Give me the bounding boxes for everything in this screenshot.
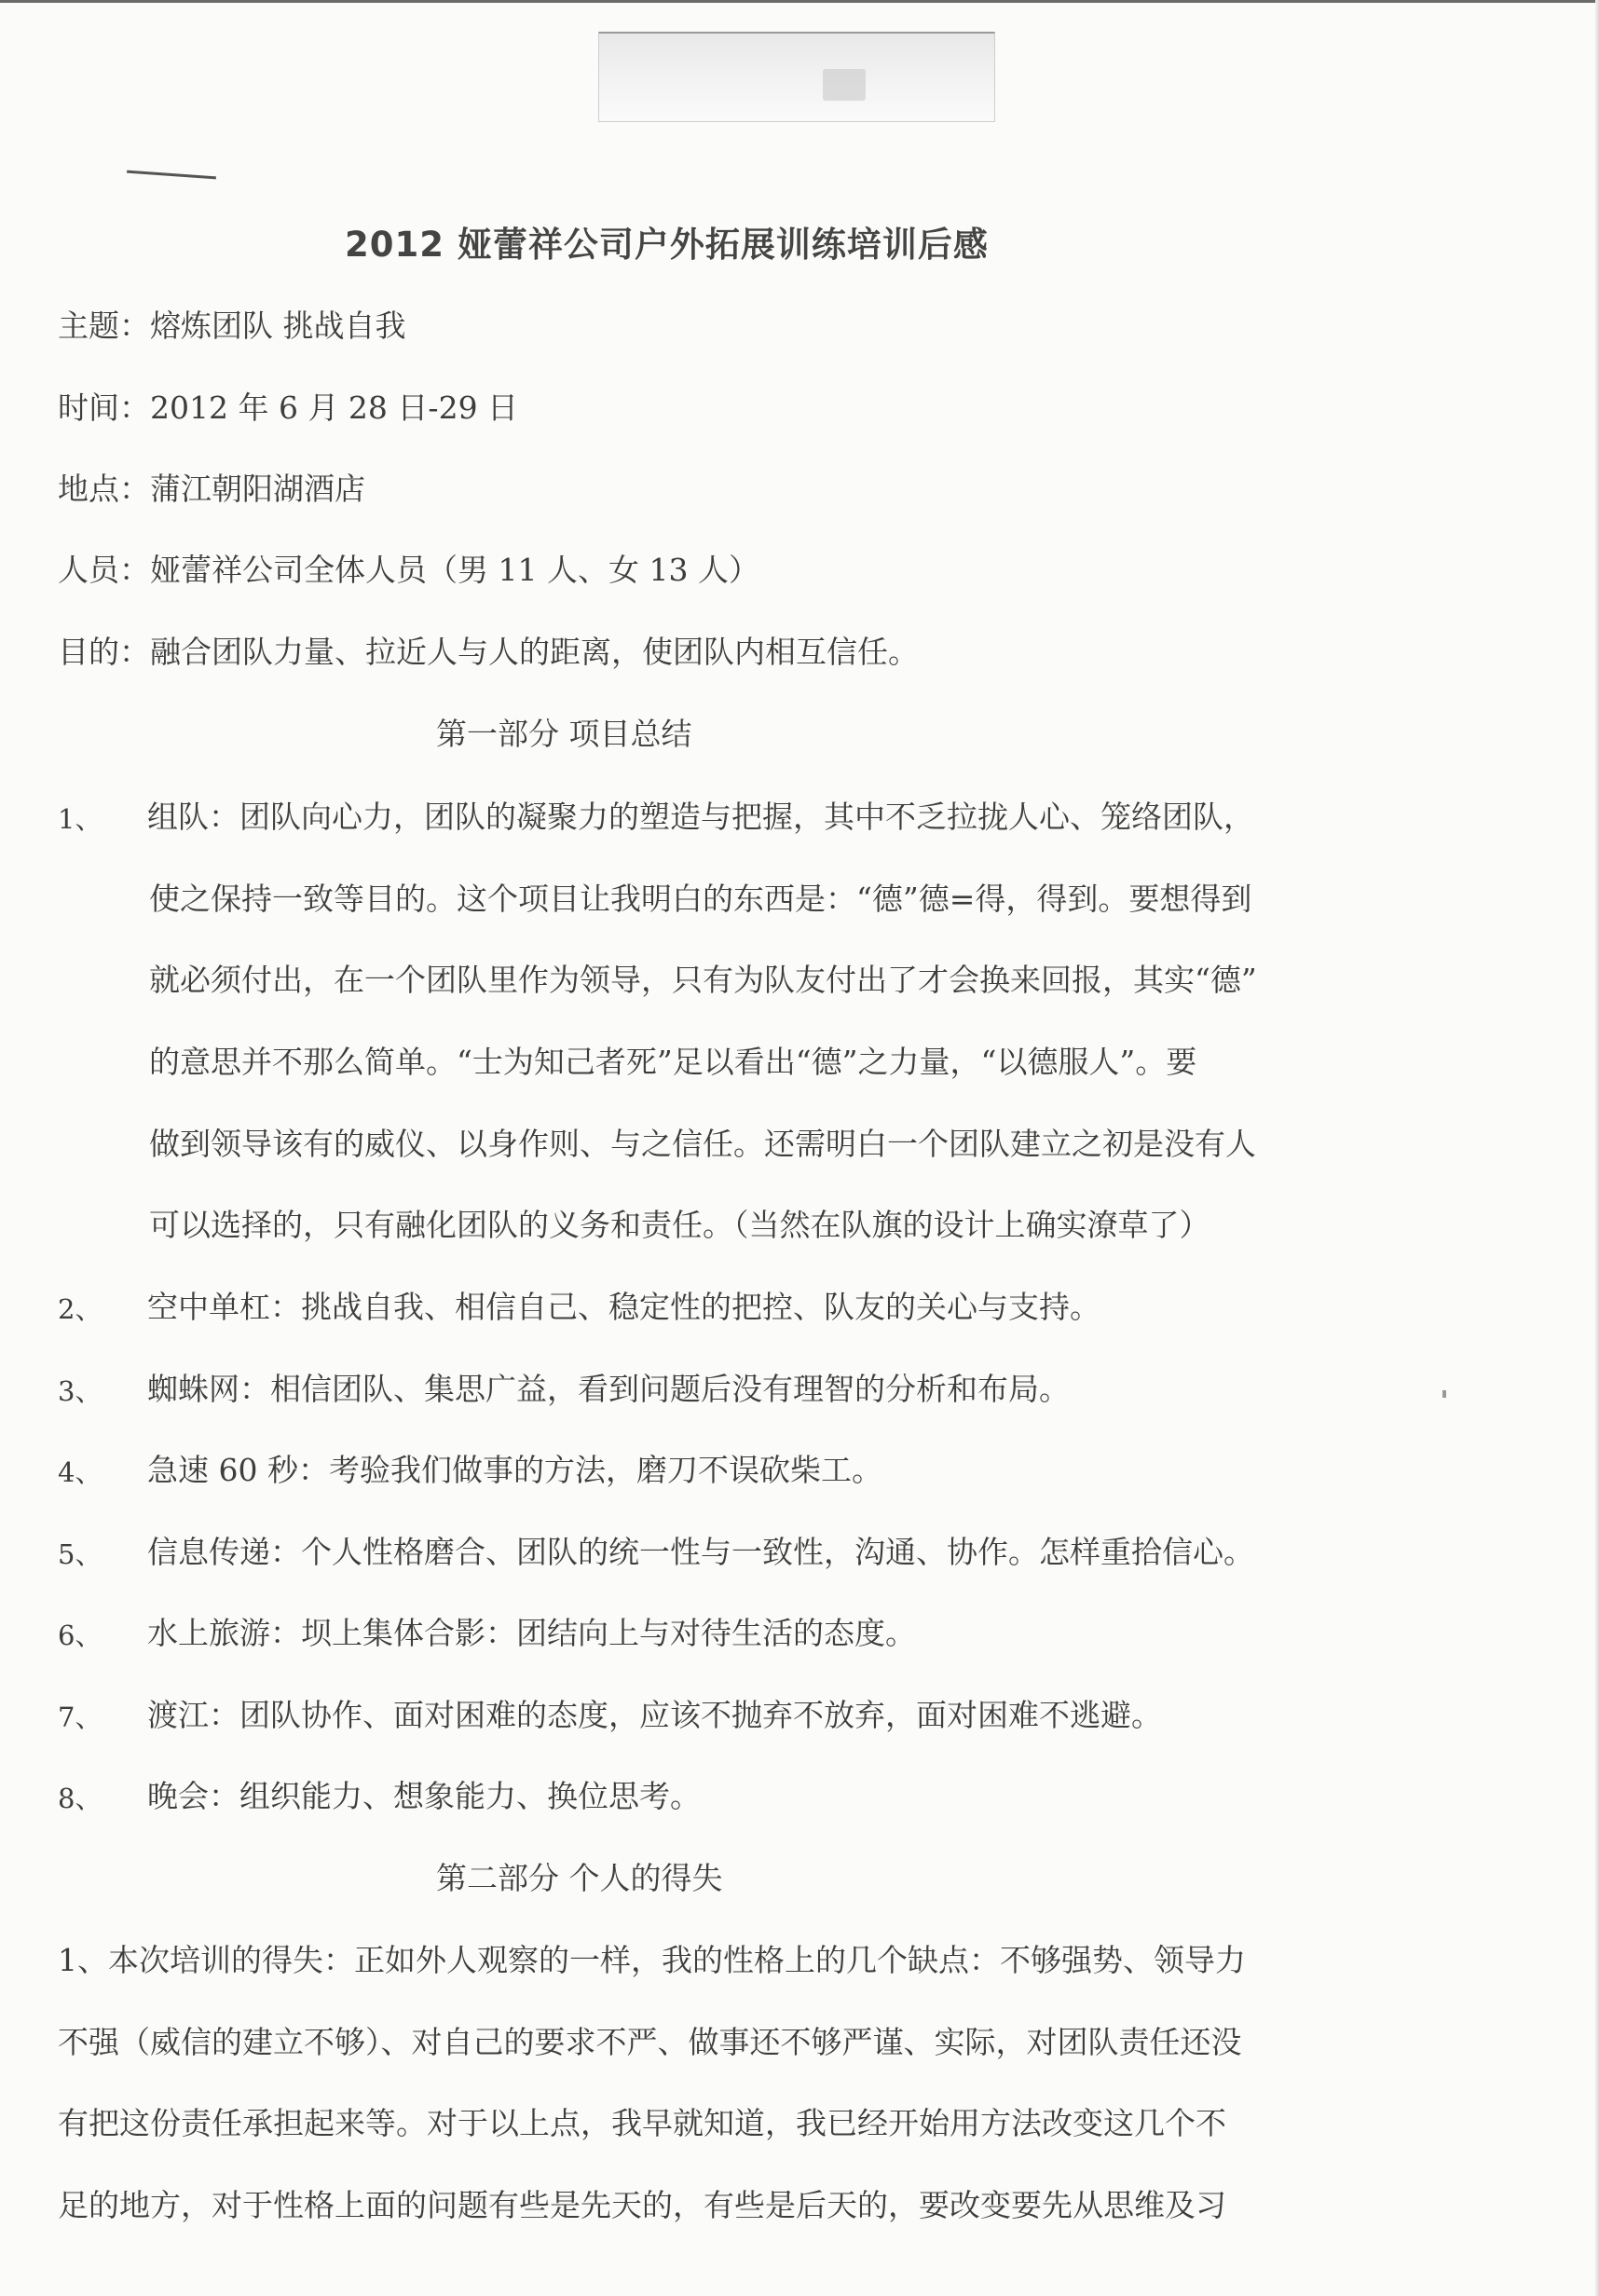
header-place: 地点：蒲江朝阳湖酒店 — [58, 471, 365, 507]
item-line: 信息传递：个人性格磨合、团队的统一性与一致性，沟通、协作。怎样重拾信心。 — [147, 1534, 1254, 1570]
item-line: 可以选择的，只有融化团队的义务和责任。（当然在队旗的设计上确实潦草了） — [149, 1207, 1210, 1243]
item-line: 急速 60 秒：考验我们做事的方法，磨刀不误砍柴工。 — [147, 1452, 882, 1488]
scan-right-edge — [1595, 0, 1599, 2296]
part1-heading: 第一部分 项目总结 — [436, 716, 692, 752]
item-line: 的意思并不那么简单。“士为知己者死”足以看出“德”之力量，“以德服人”。要 — [149, 1044, 1197, 1080]
item-number: 2、 — [58, 1293, 102, 1325]
item-line: 蜘蛛网：相信团队、集思广益，看到问题后没有理智的分析和布局。 — [147, 1371, 1070, 1407]
scan-speck — [1442, 1390, 1446, 1398]
item-number: 3、 — [58, 1375, 102, 1407]
item-number: 5、 — [58, 1538, 102, 1570]
document-title: 2012 娅蕾祥公司户外拓展训练培训后感 — [345, 225, 989, 265]
item-line: 空中单杠：挑战自我、相信自己、稳定性的把控、队友的关心与支持。 — [147, 1289, 1100, 1325]
stamp-icon — [823, 69, 866, 101]
header-theme: 主题：熔炼团队 挑战自我 — [58, 308, 406, 344]
pen-mark — [127, 171, 216, 180]
item-line: 组队：团队向心力，团队的凝聚力的塑造与把握，其中不乏拉拢人心、笼络团队， — [147, 799, 1254, 835]
item-number: 6、 — [58, 1620, 102, 1651]
header-time: 时间：2012 年 6 月 28 日-29 日 — [58, 390, 519, 426]
paragraph-line: 足的地方，对于性格上面的问题有些是先天的，有些是后天的，要改变要先从思维及习 — [58, 2187, 1226, 2223]
item-number: 8、 — [58, 1783, 102, 1814]
paragraph-line: 1、本次培训的得失：正如外人观察的一样，我的性格上的几个缺点：不够强势、领导力 — [58, 1942, 1246, 1978]
item-line: 水上旅游：坝上集体合影：团结向上与对待生活的态度。 — [147, 1615, 916, 1651]
seal-stamp-image — [598, 32, 995, 122]
paragraph-line: 有把这份责任承担起来等。对于以上点，我早就知道，我已经开始用方法改变这几个不 — [58, 2105, 1226, 2141]
header-purpose: 目的：融合团队力量、拉近人与人的距离，使团队内相互信任。 — [58, 634, 919, 670]
item-number: 4、 — [58, 1456, 102, 1488]
item-line: 渡江：团队协作、面对困难的态度，应该不抛弃不放弃，面对困难不逃避。 — [147, 1697, 1162, 1733]
paragraph-line: 不强（威信的建立不够）、对自己的要求不严、做事还不够严谨、实际，对团队责任还没 — [58, 2024, 1242, 2060]
item-number: 7、 — [58, 1702, 102, 1733]
item-line: 晚会：组织能力、想象能力、换位思考。 — [147, 1778, 701, 1814]
item-line: 就必须付出，在一个团队里作为领导，只有为队友付出了才会换来回报，其实“德” — [149, 962, 1257, 998]
scan-top-border — [0, 0, 1599, 3]
header-people: 人员：娅蕾祥公司全体人员（男 11 人、女 13 人） — [58, 552, 759, 588]
part2-heading: 第二部分 个人的得失 — [436, 1860, 723, 1896]
item-line: 使之保持一致等目的。这个项目让我明白的东西是：“德”德=得，得到。要想得到 — [149, 881, 1252, 917]
item-line: 做到领导该有的威仪、以身作则、与之信任。还需明白一个团队建立之初是没有人 — [149, 1126, 1256, 1162]
item-number: 1、 — [58, 803, 102, 835]
